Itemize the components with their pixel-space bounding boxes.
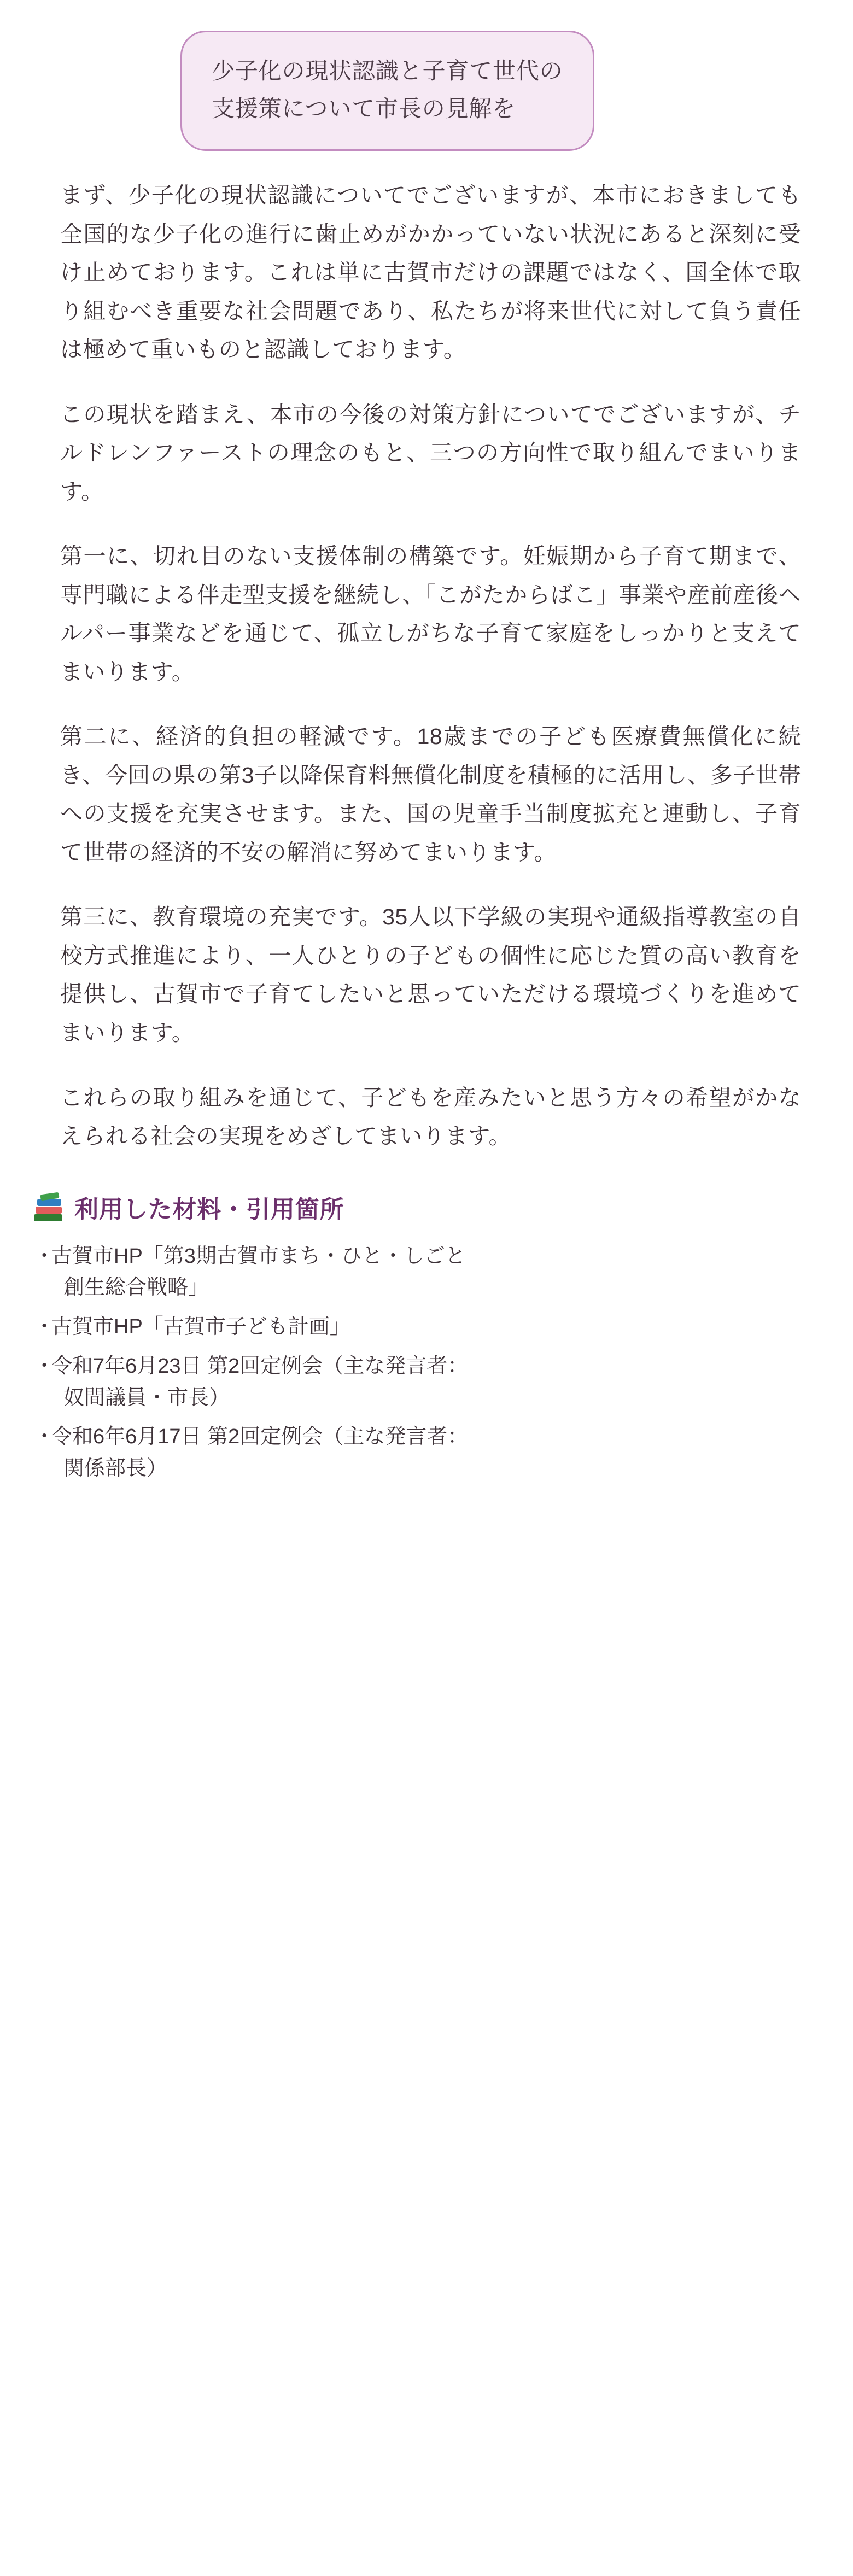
- source-text: 古賀市HP「古賀市子ども計画」: [51, 1315, 350, 1339]
- bullet-marker: ・: [34, 1244, 55, 1268]
- answer-paragraph: 第一に、切れ目のない支援体制の構築です。妊娠期から子育て期まで、専門職による伴走型支援を継続し、「こがたからばこ」事業や産前産後ヘルパー事業などを通じて、孤立しがちな子育て家庭をしっかりと支えてまいります。: [60, 543, 801, 684]
- sources-header: [33, 1190, 801, 1225]
- sources-title: 利用した材料・引用箇所: [74, 1196, 344, 1223]
- list-item: [33, 1312, 801, 1343]
- answer-paragraph: この現状を踏まえ、本市の今後の対策方針についてでございますが、チルドレンファーストの理念のもと、三つの方向性で取り組んでまいります。: [60, 401, 801, 504]
- answer-body: [0, 151, 853, 1155]
- answer-paragraph: 第三に、教育環境の充実です。35人以下学級の実現や通級指導教室の自校方式推進により、一人ひとりの子どもの個性に応じた質の高い教育を提供し、古賀市で子育てしたいと思っていただける環境づくりを進めてまいります。: [60, 904, 801, 1045]
- source-text-cont: 関係部長）: [63, 1457, 168, 1480]
- sources-section: [0, 1190, 853, 1485]
- answer-paragraph: まず、少子化の現状認識についてでございますが、本市におきましても全国的な少子化の進行に歯止めがかかっていない状況にあると深刻に受け止めております。これは単に古賀市だけの課題ではなく、国全体で取り組むべき重要な社会問題であり、私たちが将来世代に対して負う責任は極めて重いものと認識しております。: [60, 183, 801, 362]
- source-text-cont: 奴間議員・市長）: [63, 1386, 230, 1409]
- source-text: 令和6年6月17日 第2回定例会（主な発言者：: [51, 1425, 469, 1449]
- bullet-marker: ・: [34, 1315, 55, 1339]
- books-icon: [33, 1193, 65, 1221]
- answer-paragraph: これらの取り組みを通じて、子どもを産みたいと思う方々の希望がかなえられる社会の実現をめざしてまいります。: [60, 1085, 801, 1149]
- bullet-marker: ・: [34, 1354, 55, 1378]
- sources-list: [33, 1241, 801, 1485]
- question-bubble-container: [0, 0, 853, 151]
- source-text: 古賀市HP「第3期古賀市まち・ひと・しごと: [51, 1244, 466, 1268]
- list-item: [33, 1241, 801, 1304]
- bullet-marker: ・: [34, 1425, 55, 1449]
- question-line-1: 少子化の現状認識と子育て世代の: [212, 58, 563, 84]
- list-item: [33, 1421, 801, 1485]
- question-bubble: [180, 31, 594, 151]
- list-item: [33, 1351, 801, 1414]
- source-text: 令和7年6月23日 第2回定例会（主な発言者：: [51, 1354, 469, 1378]
- source-text-cont: 創生総合戦略」: [63, 1276, 209, 1299]
- question-line-2: 支援策について市長の見解を: [212, 96, 516, 122]
- answer-paragraph: 第二に、経済的負担の軽減です。18歳までの子ども医療費無償化に続き、今回の県の第3子以降保育料無償化制度を積極的に活用し、多子世帯への支援を充実させます。また、国の児童手当制度拡充と連動し、子育て世帯の経済的不安の解消に努めてまいります。: [60, 724, 801, 865]
